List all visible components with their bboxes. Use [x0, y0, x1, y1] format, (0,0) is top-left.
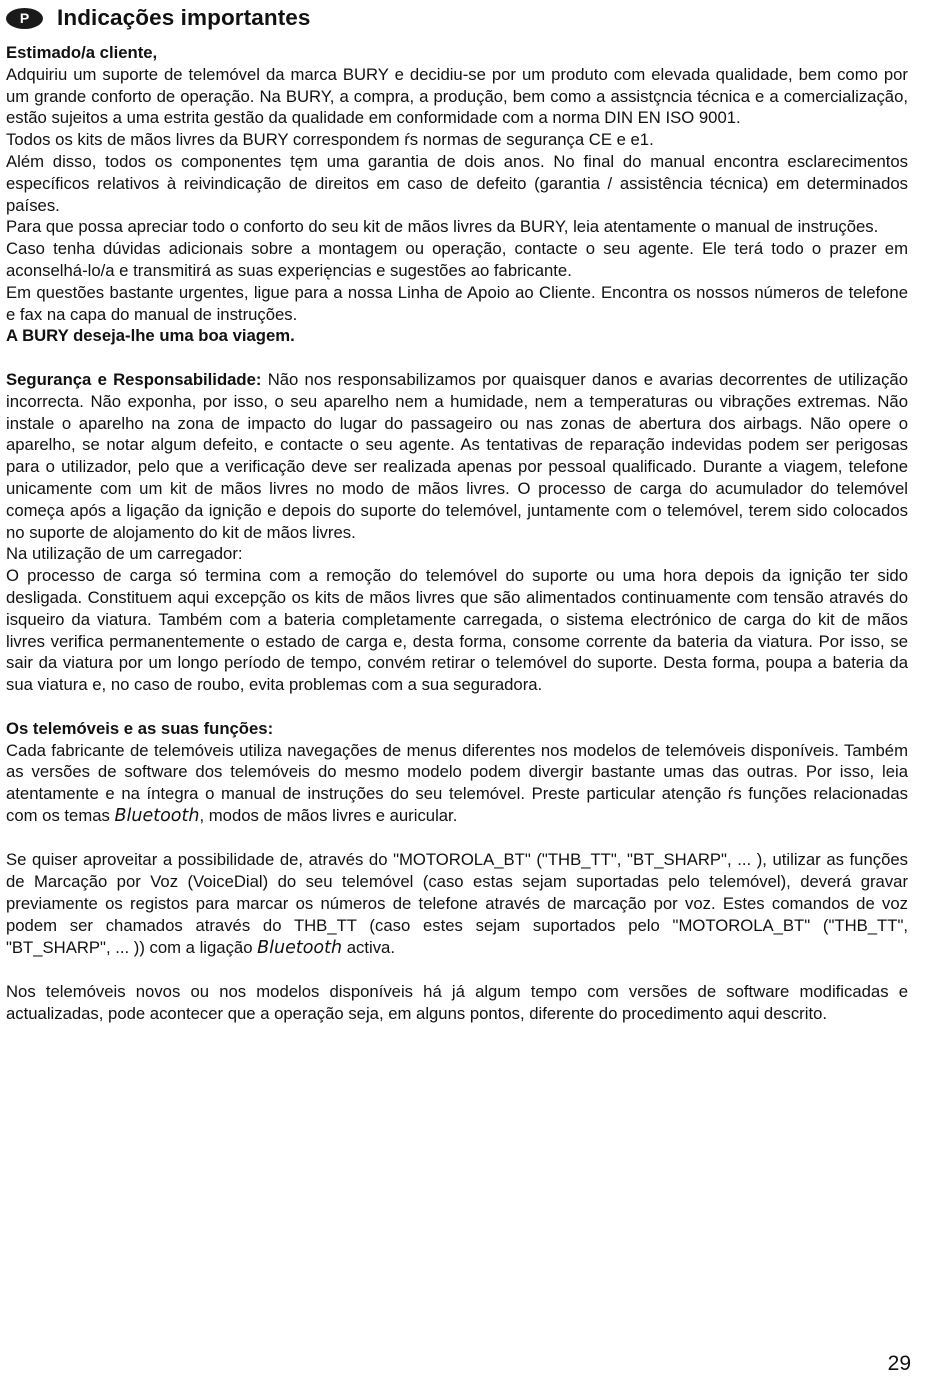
page-header — [6, 3, 311, 33]
document-body — [6, 42, 908, 1025]
safety-text: Não nos responsabilizamos por quaisquer danos e avarias decorrentes de utilização incorrecta. Não exponha, por isso, o seu aparelho nem a humidade, nem a temperaturas ou vibrações extremas. Não instale o aparelho na zona de impacto do lugar do passageiro ou nas zonas de abertura dos airbags. Não opere o aparelho, se notar algum defeito, e contacte o seu agente. As tentativas de reparação indevidas podem ser perigosas para o utilizador, pelo que a verificação deve ser realizada apenas por pessoal qualificado. Durante a viagem, telefone unicamente com um kit de mãos livres no modo de mãos livres. O processo de carga do acumulador do telemóvel começa após a ligação da ignição e depois do suporte do telemóvel, juntamente com o telemóvel, terem sido colocados no suporte de alojamento do kit de mãos livres. — [6, 369, 908, 542]
safety-paragraph-2: Na utilização de um carregador: — [6, 544, 243, 564]
phones-text-1b: , modos de mãos livres e auricular. — [199, 805, 458, 825]
intro-paragraph-1: Adquiriu um suporte de telemóvel da marca BURY e decidiu-se por um produto com elevada qualidade, bem como por um grande conforto de operação. Na BURY, a compra, a produção, bem como a assistçncia técnica e a comercialização, estão sujeitos a uma estrita gestão da qualidade em conformidade com a norma DIN EN ISO 9001. — [6, 64, 908, 128]
bluetooth-term: Bluetooth — [257, 937, 343, 958]
safety-heading: Segurança e Responsabilidade: — [6, 369, 262, 389]
spacer — [6, 828, 908, 850]
safety-paragraph-1 — [6, 369, 908, 543]
phones-paragraph-1 — [6, 740, 908, 828]
intro-paragraph-6: Em questões bastante urgentes, ligue para a nossa Linha de Apoio ao Cliente. Encontra os nossos números de telefone e fax na capa do manual de instruções. — [6, 282, 908, 324]
phones-paragraph-2 — [6, 849, 908, 959]
spacer — [6, 959, 908, 981]
spacer — [6, 696, 908, 718]
phones-heading: Os telemóveis e as suas funções: — [6, 718, 274, 738]
closing-line: A BURY deseja-lhe uma boa viagem. — [6, 326, 295, 346]
intro-paragraph-2: Todos os kits de mãos livres da BURY correspondem ŕs normas de segurança CE e e1. — [6, 130, 654, 150]
language-badge: P — [6, 8, 43, 29]
document-page — [6, 0, 911, 1383]
phones-text-2b: activa. — [342, 937, 395, 957]
spacer — [6, 347, 908, 369]
phones-text-2a: Se quiser aproveitar a possibilidade de, através do "MOTOROLA_BT" ("THB_TT", "BT_SHARP", ... ), utilizar as funções de Marcação por Voz (VoiceDial) do seu telemóvel (caso estas sejam suportadas pelo telemóvel), deverá gravar previamente os registos para marcar os números de telefone através de marcação por voz. Estes comandos de voz podem ser chamados através do THB_TT (caso estes sejam suportados pelo "MOTOROLA_BT" ("THB_TT", "BT_SHARP", ... )) com a ligação — [6, 850, 908, 957]
phones-paragraph-3: Nos telemóveis novos ou nos modelos disponíveis há já algum tempo com versões de software modificadas e actualizadas, pode acontecer que a operação seja, em alguns pontos, diferente do procedimento aqui descrito. — [6, 982, 908, 1024]
intro-paragraph-4: Para que possa apreciar todo o conforto do seu kit de mãos livres da BURY, leia atentamente o manual de instruções. — [6, 217, 879, 237]
page-title: Indicações importantes — [57, 5, 311, 30]
intro-paragraph-5: Caso tenha dúvidas adicionais sobre a montagem ou operação, contacte o seu agente. Ele terá todo o prazer em aconselhá-lo/a e transmitirá as suas experięncias e sugestões ao fabricante. — [6, 239, 908, 280]
intro-paragraph-3: Além disso, todos os componentes tęm uma garantia de dois anos. No final do manual encontra esclarecimentos específicos relativos à reivindicação de direitos em caso de defeito (garantia / assistência técnica) em determinados países. — [6, 151, 908, 215]
salutation: Estimado/a cliente, — [6, 43, 158, 62]
bluetooth-term: Bluetooth — [114, 805, 200, 826]
phones-text-1a: Cada fabricante de telemóveis utiliza navegações de menus diferentes nos modelos de telemóveis disponíveis. Também as versões de software dos telemóveis do mesmo modelo podem divergir bastante umas das outras. Por isso, leia atentamente e na íntegra o manual de instruções do seu telemóvel. Preste particular atenção ŕs funções relacionadas com os temas — [6, 740, 908, 825]
safety-paragraph-3: O processo de carga só termina com a remoção do telemóvel do suporte ou uma hora depois da ignição ter sido desligada. Constituem aqui excepção os kits de mãos livres que são alimentados continuamente com tensão através do isqueiro da viatura. Também com a bateria completamente carregada, o sistema electrónico de carga do kit de mãos livres verifica permanentemente o estado de carga e, desta forma, consome corrente da bateria da viatura. Por isso, se sair da viatura por um longo período de tempo, convém retirar o telemóvel do suporte. Desta forma, poupa a bateria da sua viatura e, no caso de roubo, evita problemas com a sua seguradora. — [6, 566, 908, 695]
page-number: 29 — [887, 1352, 911, 1375]
